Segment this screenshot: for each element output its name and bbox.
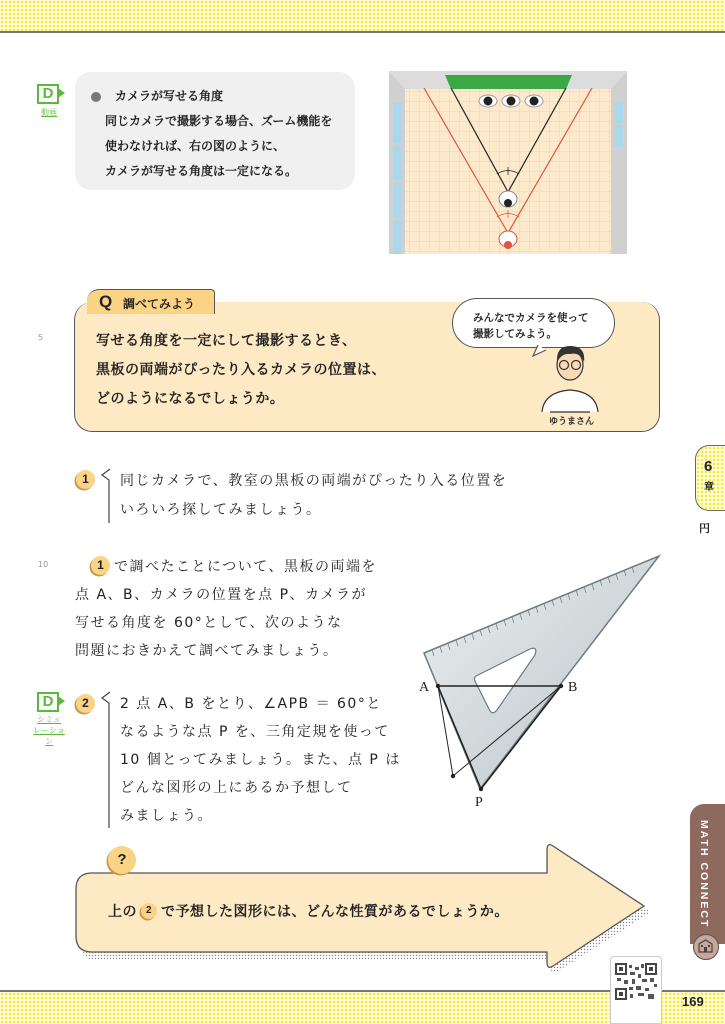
question-line: どのようになるでしょうか。 [96, 391, 285, 407]
step2-line: みましょう。 [120, 808, 213, 824]
question-arrow [72, 842, 652, 972]
note-line: 同じカメラで撮影する場合、ズーム機能を [105, 114, 333, 128]
step2-line: 10 個とってみましょう。また、点 P は [120, 752, 401, 768]
bracket-icon [100, 467, 112, 523]
paragraph-line: で調べたことについて、黒板の両端を [114, 559, 377, 575]
ref-number-1: 1 [91, 556, 110, 575]
question-tab [87, 289, 215, 314]
arrow-text-prefix: 上の [108, 904, 137, 920]
note-line: カメラが写せる角度は一定になる。 [105, 164, 298, 178]
question-line: 黒板の両端がぴったり入るカメラの位置は、 [96, 362, 386, 378]
point-p-label: P [475, 795, 483, 810]
classroom-diagram [389, 71, 627, 254]
paragraph-line: 点 A、B、カメラの位置を点 P、カメラが [75, 587, 368, 603]
step2-line: なるような点 P を、三角定規を使って [120, 724, 390, 740]
chapter-title: 円 [699, 522, 710, 535]
header-band [0, 0, 725, 33]
character-name: ゆうまさん [549, 417, 595, 427]
school-icon[interactable] [693, 934, 719, 960]
intro-note [75, 72, 355, 190]
video-link[interactable]: 動画 [41, 108, 57, 117]
simulation-badge[interactable]: D [37, 692, 59, 712]
point-b-label: B [568, 680, 578, 695]
qr-code[interactable] [610, 956, 662, 1024]
arrow-text-suffix: で予想した図形には、どんな性質があるでしょうか。 [161, 904, 509, 920]
character-yuma-icon [530, 340, 610, 420]
question-line: 写せる角度を一定にして撮影するとき、 [96, 333, 357, 349]
line-number: 10 [38, 560, 49, 569]
set-square-figure [410, 550, 670, 820]
line-number: 5 [38, 333, 44, 342]
point-a-label: A [419, 680, 430, 695]
step1-line: 同じカメラで、教室の黒板の両端がぴったり入る位置を [120, 473, 508, 489]
note-line: 使わなければ、右の図のように、 [105, 139, 286, 153]
q-icon: Q [99, 292, 113, 311]
question-icon: ? [108, 846, 136, 874]
ref-number-2: 2 [141, 903, 157, 919]
math-connect-tab[interactable]: MATH CONNECT [690, 804, 725, 944]
bracket-icon [100, 690, 112, 828]
step1-line: いろいろ探してみましょう。 [120, 502, 322, 518]
step2-line: どんな図形の上にあるか予想して [120, 780, 353, 796]
step-number-1: 1 [76, 470, 95, 489]
page-number: 169 [682, 994, 704, 1009]
simulation-link[interactable]: シミュ レーション [33, 715, 65, 746]
video-badge[interactable]: D [37, 84, 59, 104]
chapter-tab[interactable]: 6 章 [695, 445, 725, 511]
bullet-icon [91, 92, 101, 102]
note-title: カメラが写せる角度 [115, 89, 224, 103]
paragraph-line: 写せる角度を 60°として、次のような [75, 615, 343, 631]
step-number-2: 2 [76, 694, 95, 713]
paragraph-line: 問題におきかえて調べてみましょう。 [75, 643, 339, 659]
step2-line: 2 点 A、B をとり、∠APB ＝ 60°と [120, 696, 382, 712]
speech-bubble: みんなでカメラを使って 撮影してみよう。 [452, 298, 615, 348]
question-tab-label: 調べてみよう [123, 297, 196, 311]
